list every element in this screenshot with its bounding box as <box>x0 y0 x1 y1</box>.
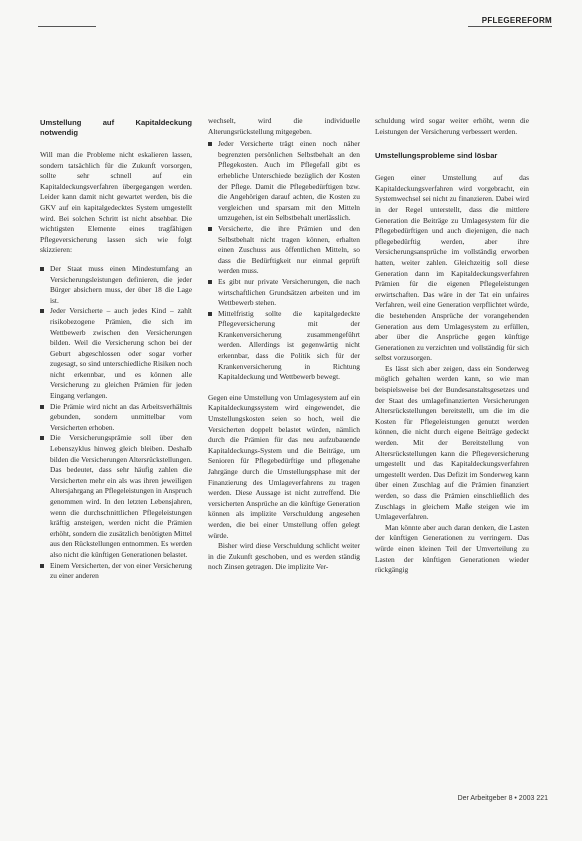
bullet-icon <box>40 405 44 409</box>
column-2 <box>208 116 360 573</box>
bullet-icon <box>208 142 212 146</box>
list-item: Jeder Versicherte trägt einen noch näher begrenzten persönlichen Selbstbehalt an den Pflegekosten. Auch im Pflegefall gibt es erhebliche Unterschiede bezüglich der Kosten der Pflege. Damit die Pflegebedürftigen bzw. die Angehörigen darauf achten, die Kosten zu vergleichen und sparsam mit den Mitteln umzugehen, ist ein Selbstbehalt unerlässlich. <box>208 139 360 224</box>
subheading-kapitaldeckung: Umstellung auf Kapitaldeckung notwendig <box>40 118 192 137</box>
column-1 <box>40 118 192 582</box>
list-item: Jeder Versicherte – auch jedes Kind – zahlt risikobezogene Prämien, die sich im Wettbewerb zwischen den Versicherungen bilden. Weil die Versicherung schon bei der Geburt abgeschlossen oder sogar vorher zugesagt, so sind unterschiedliche Risiken noch nicht erkennbar, und es können alle Versicherung zu gleichen Prämien für jeden Eingang verlangen. <box>40 306 192 401</box>
bullet-icon <box>40 564 44 568</box>
subheading-umstellungsprobleme: Umstellungsprobleme sind lösbar <box>375 151 498 161</box>
list-item: Der Staat muss einen Mindestumfang an Versicherungsleistungen definieren, die jeder Bürger absichern muss, der über 18 die Lage ist. <box>40 264 192 306</box>
list-item: Einem Versicherten, der von einer Versicherung zu einer anderen <box>40 561 192 582</box>
list-item: Die Prämie wird nicht an das Arbeitsverhältnis gebunden, sondern unmittelbar vom Versicherten erhoben. <box>40 402 192 434</box>
body-paragraph: Bisher wird diese Verschuldung schlicht weiter in die Zukunft geschoben, und es werden ständig noch Zinsen getragen. Die implizite Ver- <box>208 541 360 572</box>
list-item: Es gibt nur private Versicherungen, die nach wirtschaftlichen Grundsätzen arbeiten und im Wettbewerb stehen. <box>208 277 360 309</box>
page-footer: Der Arbeitgeber 8 • 2003 221 <box>457 795 548 802</box>
body-paragraph: Man könnte aber auch daran denken, die Lasten der künftigen Generationen zu verringern. Das würde einen kleinen Teil der Umverteilung zu Lasten der künftigen Generationen wieder rückgängig <box>375 522 529 575</box>
list-item: Mittelfristig sollte die kapitalgedeckte Pflegeversicherung mit der Krankenversicherung zusammengeführt werden. Allerdings ist gegenwärtig nicht erkennbar, dass die Politik sich für der Krankenversicherung in Richtung Kapitaldeckung und Wettbewerb bewegt. <box>208 309 360 383</box>
continuation-paragraph: schuldung wird sogar weiter erhöht, wenn die Leistungen der Versicherung verbessert werden. <box>375 116 529 136</box>
list-item: Die Versicherungsprämie soll über den Lebenszyklus hinweg gleich bleiben. Deshalb bilden die Versicherungen Altersrückstellungen. Das bedeutet, dass sehr häufig zahlen die Versicherten mehr ein als was ihren jeweiligen Altersjahrgang an Pflegeleistungen in Anspruch genommen wird. In den letzten Lebensjahren, wenn die durchschnittlichen Pflegeleistungen kräftig ansteigen, werden nicht die Prämien erhöht, sondern die zusätzlich benötigten Mittel aus den Rückstellungen entnommen. Es werden also nicht die künftigen Generationen belastet. <box>40 433 192 560</box>
list-item: Versicherte, die ihre Prämien und den Selbstbehalt nicht tragen können, erhalten einen Zuschuss aus öffentlichen Mitteln, so dass die Bedürftigkeit nur einmal geprüft werden muss. <box>208 224 360 277</box>
header-rule-right <box>468 26 552 27</box>
bullet-icon <box>208 227 212 231</box>
header-rule-left <box>38 26 96 27</box>
section-label: PFLEGEREFORM <box>481 16 552 25</box>
column-3 <box>375 116 529 576</box>
bullet-icon <box>208 312 212 316</box>
intro-paragraph: Will man die Probleme nicht eskalieren lassen, sondern tatsächlich für die Zukunft vorsorgen, sollte sehr schnell auf ein Kapitaldeckungsverfahren übergegangen werden. Leider kann damit nicht gewartet werden, bis die GKV auf ein kapitalgedecktes System umgestellt wird. Bei solchen Schritt ist nicht absehbar. Die wichtigsten Elemente eines tragfähigen Pflegeversicherung lassen sich wie folgt skizzieren: <box>40 150 192 255</box>
bullet-icon <box>40 309 44 313</box>
bullet-icon <box>208 280 212 284</box>
bullet-icon <box>40 267 44 271</box>
bullet-list-2 <box>208 139 360 383</box>
body-paragraph: Gegen einer Umstellung auf das Kapitaldeckungsverfahren wird vorgebracht, ein Systemwechsel sei nicht zu finanzieren. Dabei wird in der Regel unterstellt, dass die mittlere Generation die Beiträge zu Umlagesystem für die Pflegebedürftigen und auch diejenigen, die nach pflegebedürftig werden, aber ihre Versicherungsansprüche im vollständig erworben hatten, weiter zahlen. Gleichzeitig soll diese Generation dann im Kapitaldeckungsverfahren Prämien für die eigenen Pflegeleistungen erwirtschaften. Das wäre in der Tat ein unfaires Verfahren, weil eine Generation verpflichtet würde, die bestehenden Ansprüche der vorangehenden Generation aus dem Umlagesystem zu erfüllen, aber über die Ansprüche gegen künftige Generationen zu verzichten und vollständig für sich selbst vorzusorgen. <box>375 173 529 363</box>
body-paragraph: Es lässt sich aber zeigen, dass ein Sonderweg möglich gehalten werden kann, so wie man beispielsweise bei der Bundesanstaltsgesetzes und der Staat des umlagefinanzierten Versicherungen Altersrückstellungen bereitstellt, um die im die Kosten für Pflegeleistungen genutzt werden können, die nicht durch eigene Beiträge gedeckt werden. Mit der Bereitstellung von Altersrückstellungen kann die Pflegeversicherung umgestellt und das Kapitaldeckungsverfahren umgestellt werden. Das Defizit im Sonderweg kann über einen Zuschlag auf die Prämien finanziert werden, so dass die Prämien einschließlich des Zuschlags in gleichem Maße steigen wie im Umlageverfahren. <box>375 363 529 522</box>
bullet-list-1 <box>40 264 192 582</box>
bullet-icon <box>40 436 44 440</box>
body-paragraph: Gegen eine Umstellung von Umlagesystem auf ein Kapitaldeckungssystem wird eingewendet, die Umstellungskosten seien so hoch, weil die Versicherten doppelt belastet würden, nämlich durch die Prämien für das neu aufzubauende Kapitaldeckungs-System und die Beiträge, um Senioren für Pflegebedürftige und pflegenahe Jahrgänge durch die Umstellungsphase mit der Finanzierung des Umlageverfahrens zu tragen werden. Diese Aussage ist nicht zutreffend. Die versicherten Ansprüche an die künftige Generation können als implizite Verschuldung angesehen werden, die bei einer Umstellung offen gelegt würde. <box>208 392 360 540</box>
continuation-paragraph: wechselt, wird die individuelle Alterungsrückstellung mitgegeben. <box>208 116 360 136</box>
